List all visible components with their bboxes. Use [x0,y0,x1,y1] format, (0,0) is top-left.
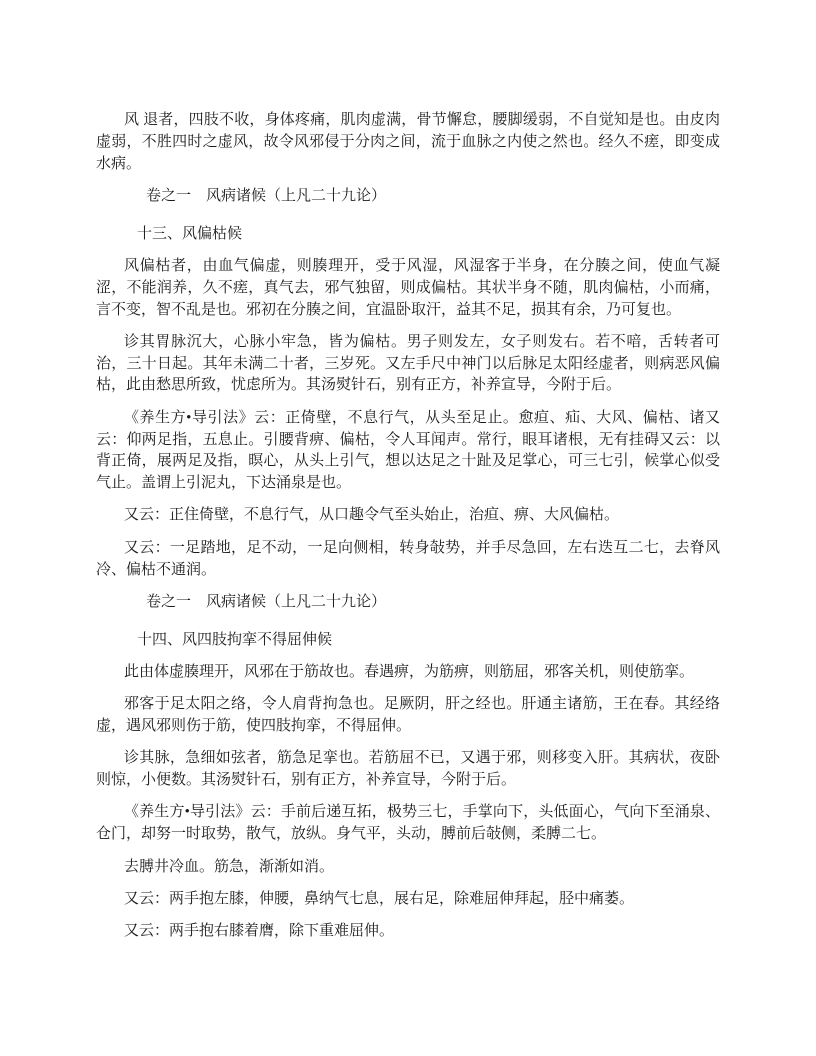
body-paragraph: 去膊井冷血。筋急，渐渐如消。 [124,858,335,875]
section-heading: 十三、风偏枯候 [137,225,243,242]
section-heading: 十四、风四肢拘挛不得屈伸候 [137,631,333,648]
body-paragraph: 又云：两手抱左膝，伸腰，鼻纳气七息，展右足，除难屈伸拜起，胫中痛萎。 [124,890,635,907]
body-paragraph: 风 退者，四肢不收，身体疼痛，肌肉虚满，骨节懈怠，腰脚缓弱，不自觉知是也。由皮肉虚弱，不胜四时之虚风，故令风邪侵于分肉之间，流于血脉之内使之然也。经久不瘥，即变成水病。 [96,112,720,172]
body-paragraph: 诊其脉，急细如弦者，筋急足挛也。若筋屈不已，又遇于邪，则移变入肝。其病状，夜卧则惊，小便数。其汤熨针石，别有正方，补养宣导，今附于后。 [96,750,720,789]
body-paragraph: 邪客于足太阳之络，令人肩背拘急也。足厥阴，肝之经也。肝通主诸筋，王在春。其经络虚，遇风邪则伤于筋，使四肢拘挛，不得屈伸。 [96,696,720,735]
body-paragraph: 风偏枯者，由血气偏虚，则腠理开，受于风湿，风湿客于半身，在分腠之间，使血气凝涩，不能润养，久不瘥，真气去，邪气独留，则成偏枯。其状半身不随，肌肉偏枯，小而痛，言不变，智不乱是也。邪初在分腠之间，宜温卧取汗，益其不足，损其有余，乃可复也。 [96,257,720,318]
body-paragraph: 《养生方•导引法》云：正倚壁，不息行气，从头至足止。愈疸、疝、大风、偏枯、诸又云：仰两足指，五息止。引腰背痹、偏枯，令人耳闻声。常行，眼耳诸根，无有挂碍又云：以背正倚，展两足及指，暝心，从头上引气，想以达足之十趾及足掌心，可三七引，候掌心似受气止。盖谓上引泥丸，下达涌泉是也。 [96,409,720,492]
body-paragraph: 又云：两手抱右膝着膺，除下重难屈伸。 [124,923,395,940]
body-paragraph: 《养生方•导引法》云：手前后递互拓，极势三七，手掌向下，头低面心，气向下至涌泉、仓门，却努一时取势，散气，放纵。身气平，头动，膊前后敧侧，柔膊二七。 [96,804,720,843]
body-paragraph: 诊其胃脉沉大，心脉小牢急，皆为偏枯。男子则发左，女子则发右。若不喑，舌转者可治，三十日起。其年未满二十者，三岁死。又左手尺中神门以后脉足太阳经虚者，则病恶风偏枯，此由愁思所致，忧虑所为。其汤熨针石，别有正方，补养宣导，今附于后。 [96,333,720,394]
chapter-heading: 卷之一 风病诸候（上凡二十九论） [146,187,387,204]
body-paragraph: 又云：正住倚壁，不息行气，从口趣令气至头始止，治疸、痹、大风偏枯。 [124,507,620,524]
body-paragraph: 又云：一足踏地，足不动，一足向侧相，转身敧势，并手尽急回，左右迭互二七，去脊风冷、偏枯不通润。 [96,539,720,578]
body-paragraph: 此由体虚腠理开，风邪在于筋故也。春遇痹，为筋痹，则筋屈，邪客关机，则使筋挛。 [124,663,695,680]
chapter-heading: 卷之一 风病诸候（上凡二十九论） [146,593,387,610]
